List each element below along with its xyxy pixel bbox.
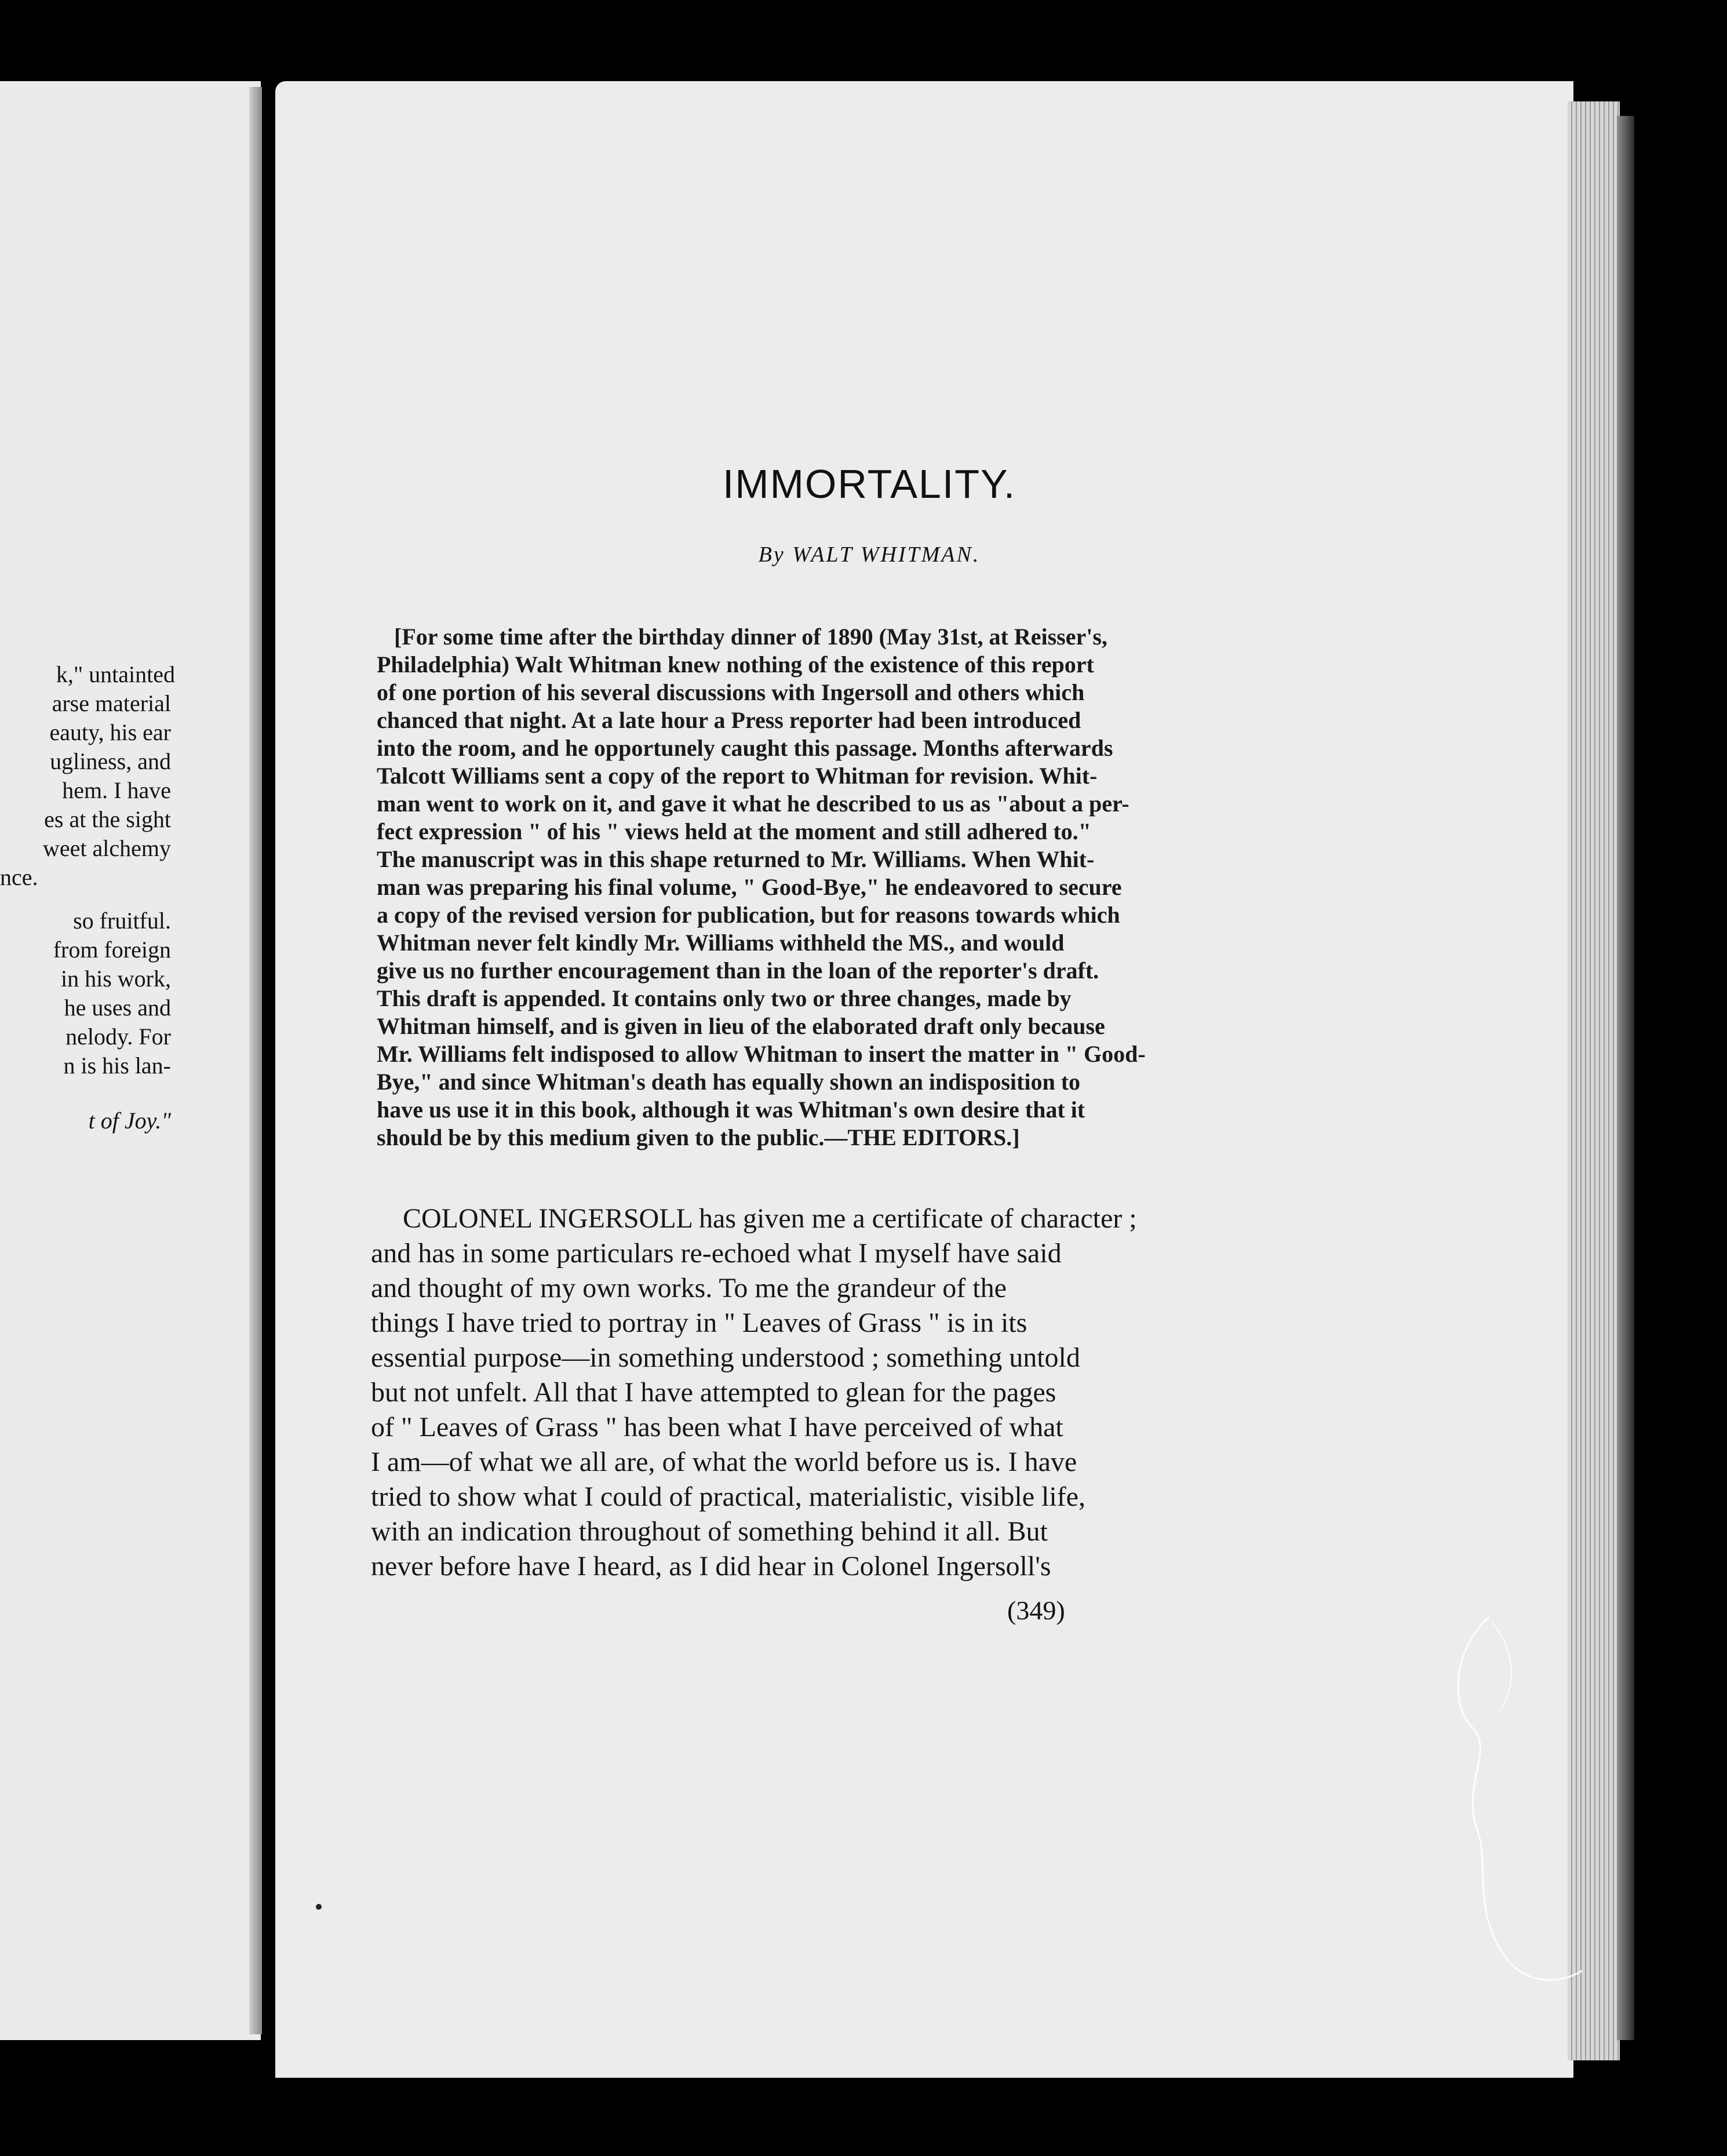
left-page-line: so fruitful.	[73, 908, 171, 934]
page-number: (349)	[1007, 1596, 1065, 1625]
left-page-line: hem. I have	[62, 777, 171, 803]
left-page-line: t of Joy."	[88, 1108, 171, 1134]
editors-note-line: chanced that night. At a late hour a Press reporter had been introduced	[377, 707, 1081, 733]
left-page-line: nce.	[0, 864, 38, 890]
page-stack-shadow	[1617, 116, 1634, 2040]
body-line: and has in some particulars re-echoed what I myself have said	[371, 1238, 1062, 1269]
editors-note-line: a copy of the revised version for publication, but for reasons towards which	[377, 902, 1120, 928]
left-page-line: ugliness, and	[50, 748, 171, 774]
editors-note-line: man went to work on it, and gave it what he described to us as "about a per-	[377, 791, 1130, 817]
article-byline: By WALT WHITMAN.	[758, 542, 981, 567]
editors-note-line: This draft is appended. It contains only two or three changes, made by	[377, 985, 1072, 1011]
body-line: essential purpose—in something understood ; something untold	[371, 1342, 1080, 1373]
body-line: things I have tried to portray in " Leaves of Grass " is in its	[371, 1308, 1028, 1338]
body-line: and thought of my own works. To me the grandeur of the	[371, 1273, 1007, 1303]
editors-note-line: man was preparing his final volume, " Good-Bye," he endeavored to secure	[377, 874, 1122, 900]
editors-note-line: Bye," and since Whitman's death has equally shown an indisposition to	[377, 1069, 1081, 1095]
left-page-edge	[249, 87, 262, 2034]
body-line: tried to show what I could of practical, materialistic, visible life,	[371, 1481, 1085, 1512]
left-page-line: nelody. For	[65, 1024, 171, 1050]
left-page-line: in his work,	[61, 966, 171, 992]
previous-page	[0, 81, 261, 2040]
left-page-line: he uses and	[64, 995, 171, 1021]
editors-note-line: give us no further encouragement than in the loan of the reporter's draft.	[377, 957, 1099, 984]
editors-note-line: [For some time after the birthday dinner of 1890 (May 31st, at Reisser's,	[394, 624, 1107, 650]
editors-note-line: fect expression " of his " views held at the moment and still adhered to."	[377, 818, 1091, 844]
pencil-scribble-mark	[1437, 1611, 1611, 2017]
body-line: but not unfelt. All that I have attempted to glean for the pages	[371, 1377, 1056, 1408]
ink-speck	[316, 1904, 322, 1910]
article-title: IMMORTALITY.	[722, 461, 1016, 507]
body-line: I am—of what we all are, of what the world before us is. I have	[371, 1447, 1077, 1477]
left-page-line: es at the sight	[44, 806, 171, 832]
editors-note-line: Talcott Williams sent a copy of the report to Whitman for revision. Whit-	[377, 763, 1098, 789]
editors-note-line: have us use it in this book, although it was Whitman's own desire that it	[377, 1097, 1085, 1123]
left-page-line: from foreign	[53, 937, 171, 963]
left-page-line: arse material	[52, 690, 171, 716]
editors-note-line: Philadelphia) Walt Whitman knew nothing of the existence of this report	[377, 651, 1094, 678]
left-page-line: k," untainted	[56, 661, 175, 687]
left-page-line: n is his lan-	[63, 1052, 171, 1079]
editors-note-line: of one portion of his several discussions with Ingersoll and others which	[377, 679, 1085, 705]
body-line: never before have I heard, as I did hear in Colonel Ingersoll's	[371, 1551, 1051, 1582]
editors-note-line: should be by this medium given to the public.—THE EDITORS.]	[377, 1124, 1020, 1150]
editors-note-line: Whitman never felt kindly Mr. Williams withheld the MS., and would	[377, 930, 1065, 956]
left-page-line: eauty, his ear	[49, 719, 171, 745]
editors-note-line: into the room, and he opportunely caught this passage. Months afterwards	[377, 735, 1113, 761]
body-line: of " Leaves of Grass " has been what I have perceived of what	[371, 1412, 1063, 1443]
editors-note-line: Mr. Williams felt indisposed to allow Whitman to insert the matter in " Good-	[377, 1041, 1146, 1067]
body-line: COLONEL INGERSOLL has given me a certificate of character ;	[403, 1203, 1137, 1234]
left-page-line: weet alchemy	[43, 835, 171, 861]
body-line: with an indication throughout of something behind it all. But	[371, 1516, 1048, 1547]
editors-note-line: The manuscript was in this shape returned to Mr. Williams. When Whit-	[377, 846, 1095, 872]
editors-note-line: Whitman himself, and is given in lieu of the elaborated draft only because	[377, 1013, 1105, 1039]
